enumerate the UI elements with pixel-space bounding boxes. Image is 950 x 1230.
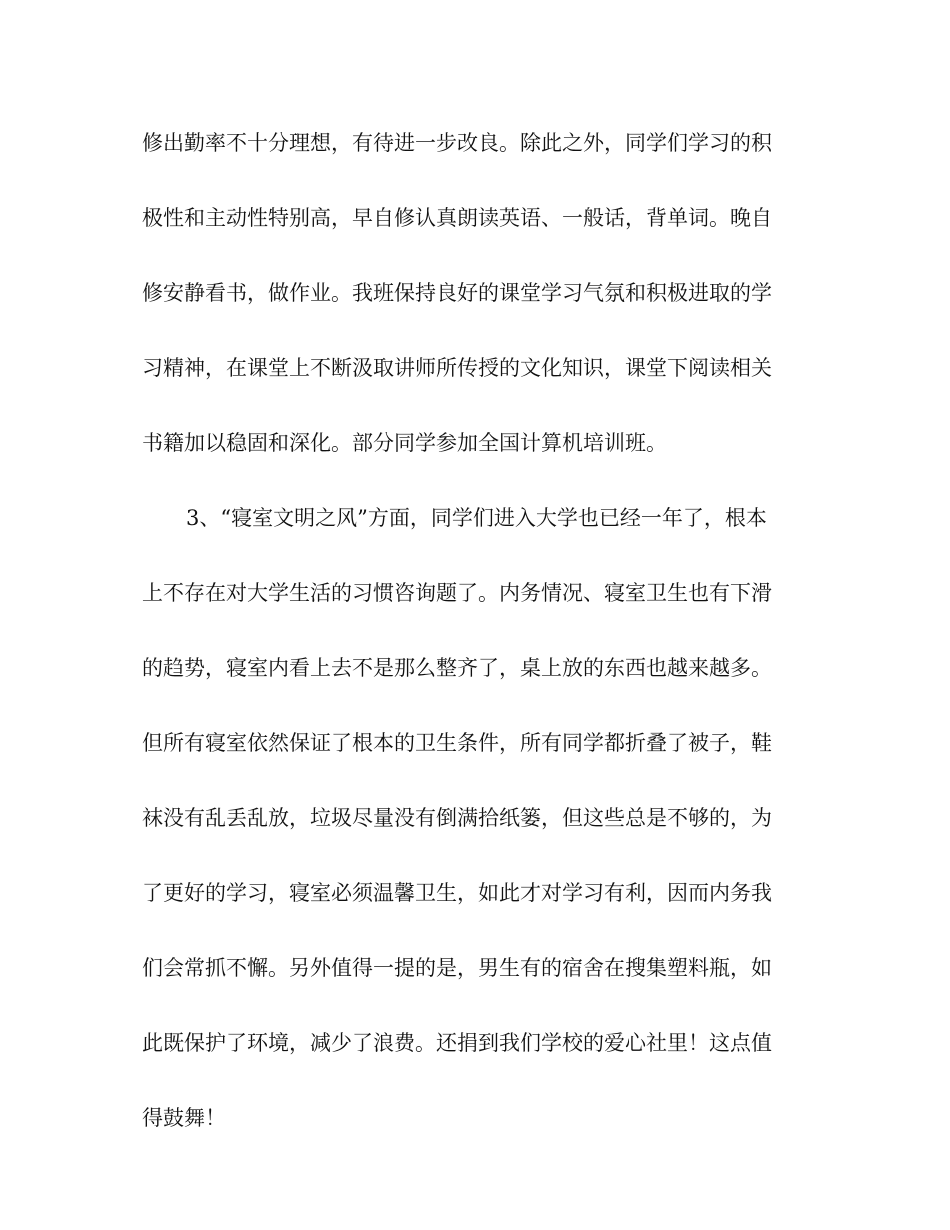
paragraph-line: 上不存在对大学生活的习惯咨询题了。内务情况、寝室卫生也有下滑 (142, 581, 772, 605)
paragraph-line: 袜没有乱丢乱放，垃圾尽量没有倒满拾纸篓，但这些总是不够的，为 (142, 806, 772, 830)
paragraph-line: 习精神，在课堂上不断汲取讲师所传授的文化知识，课堂下阅读相关 (142, 356, 772, 380)
paragraph-line: 的趋势，寝室内看上去不是那么整齐了，桌上放的东西也越来越多。 (142, 656, 772, 680)
paragraph-line: 修出勤率不十分理想，有待进一步改良。除此之外，同学们学习的积 (142, 131, 772, 155)
paragraph-line: 得鼓舞！ (142, 1106, 226, 1130)
paragraph-line: 们会常抓不懈。另外值得一提的是，男生有的宿舍在搜集塑料瓶，如 (142, 956, 772, 980)
paragraph-line: 极性和主动性特别高，早自修认真朗读英语、一般话，背单词。晚自 (142, 206, 772, 230)
paragraph-line: 但所有寝室依然保证了根本的卫生条件，所有同学都折叠了被子，鞋 (142, 731, 772, 755)
paragraph-line: 此既保护了环境，减少了浪费。还捐到我们学校的爱心社里！这点值 (142, 1031, 772, 1055)
paragraph-line: 修安静看书，做作业。我班保持良好的课堂学习气氛和积极进取的学 (142, 281, 772, 305)
paragraph-line: 了更好的学习，寝室必须温馨卫生，如此才对学习有利，因而内务我 (142, 881, 772, 905)
paragraph-line: 书籍加以稳固和深化。部分同学参加全国计算机培训班。 (142, 431, 667, 455)
paragraph-line: 3、“寝室文明之风”方面，同学们进入大学也已经一年了，根本 (186, 506, 767, 530)
